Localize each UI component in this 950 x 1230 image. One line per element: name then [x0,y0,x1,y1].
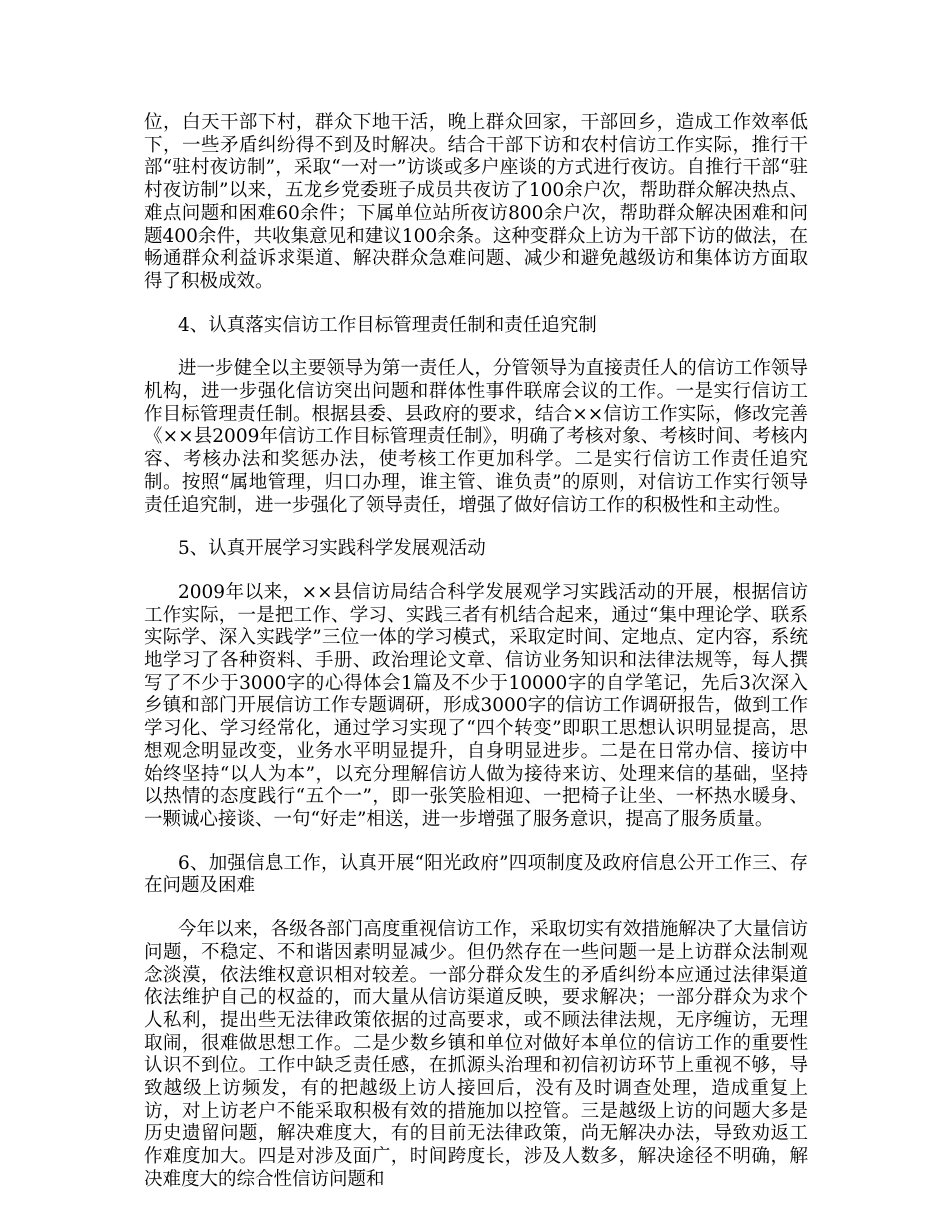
section-heading-4: 4、认真落实信访工作目标管理责任制和责任追究制 [178,314,597,336]
body-paragraph: 2009年以来，××县信访局结合科学发展观学习实践活动的开展，根据信访工作实际，一是把工作、学习、实践三者有机结合起来，通过“集中理论学、联系实际学、深入实践学”三位一体的学习模式，采取定时间、定地点、定内容，系统地学习了各种资料、手册、政治理论文章、信访业务知识和法律法规等，每人撰写了不少于3000字的心得体会1篇及不少于10000字的自学笔记，先后3次深入乡镇和部门开展信访工作专题调研，形成3000字的信访工作调研报告，做到工作学习化、学习经常化，通过学习实现了“四个转变”即职工思想认识明显提高，思想观念明显改变，业务水平明显提升，自身明显进步。二是在日常办信、接访中始终坚持“以人为本”，以充分理解信访人做为接待来访、处理来信的基础，坚持以热情的态度践行“五个一”，即一张笑脸相迎、一把椅子让坐、一杯热水暖身、一颗诚心接谈、一句“好走”相送，进一步增强了服务意识，提高了服务质量。 [144,581,808,830]
section-heading-5: 5、认真开展学习实践科学发展观活动 [178,538,486,560]
document-page [144,112,808,1192]
body-paragraph: 进一步健全以主要领导为第一责任人，分管领导为直接责任人的信访工作领导机构，进一步强化信访突出问题和群体性事件联席会议的工作。一是实行信访工作目标管理责任制。根据县委、县政府的要求，结合××信访工作实际，修改完善《××县2009年信访工作目标管理责任制》，明确了考核对象、考核时间、考核内容、考核办法和奖惩办法，使考核工作更加科学。二是实行信访工作责任追究制。按照“属地管理，归口办理，谁主管、谁负责”的原则，对信访工作实行领导责任追究制，进一步强化了领导责任，增强了做好信访工作的积极性和主动性。 [144,358,808,516]
body-paragraph: 位，白天干部下村，群众下地干活，晚上群众回家，干部回乡，造成工作效率低下，一些矛盾纠纷得不到及时解决。结合干部下访和农村信访工作实际，推行干部“驻村夜访制”，采取“一对一”访谈或多户座谈的方式进行夜访。自推行干部“驻村夜访制”以来，五龙乡党委班子成员共夜访了100余户次，帮助群众解决热点、难点问题和困难60余件；下属单位站所夜访800余户次，帮助群众解决困难和问题400余件，共收集意见和建议100余条。这种变群众上访为干部下访的做法，在畅通群众利益诉求渠道、解决群众急难问题、减少和避免越级访和集体访方面取得了积极成效。 [144,112,808,292]
section-heading-6: 6、加强信息工作，认真开展“阳光政府”四项制度及政府信息公开工作三、存在问题及困难 [144,852,808,897]
body-paragraph: 今年以来，各级各部门高度重视信访工作，采取切实有效措施解决了大量信访问题，不稳定、不和谐因素明显减少。但仍然存在一些问题一是上访群众法制观念淡漠，依法维权意识相对较差。一部分群众发生的矛盾纠纷本应通过法律渠道依法维护自己的权益的，而大量从信访渠道反映，要求解决；一部分群众为求个人私利，提出些无法律政策依据的过高要求，或不顾法律法规，无序缠访，无理取闹，很难做思想工作。二是少数乡镇和单位对做好本单位的信访工作的重要性认识不到位。工作中缺乏责任感，在抓源头治理和初信初访环节上重视不够，导致越级上访频发，有的把越级上访人接回后，没有及时调查处理，造成重复上访，对上访老户不能采取积极有效的措施加以控管。三是越级上访的问题大多是历史遗留问题，解决难度大，有的目前无法律政策，尚无解决办法，导致劝返工作难度加大。四是对涉及面广，时间跨度长，涉及人数多，解决途径不明确，解决难度大的综合性信访问题和 [144,919,808,1190]
